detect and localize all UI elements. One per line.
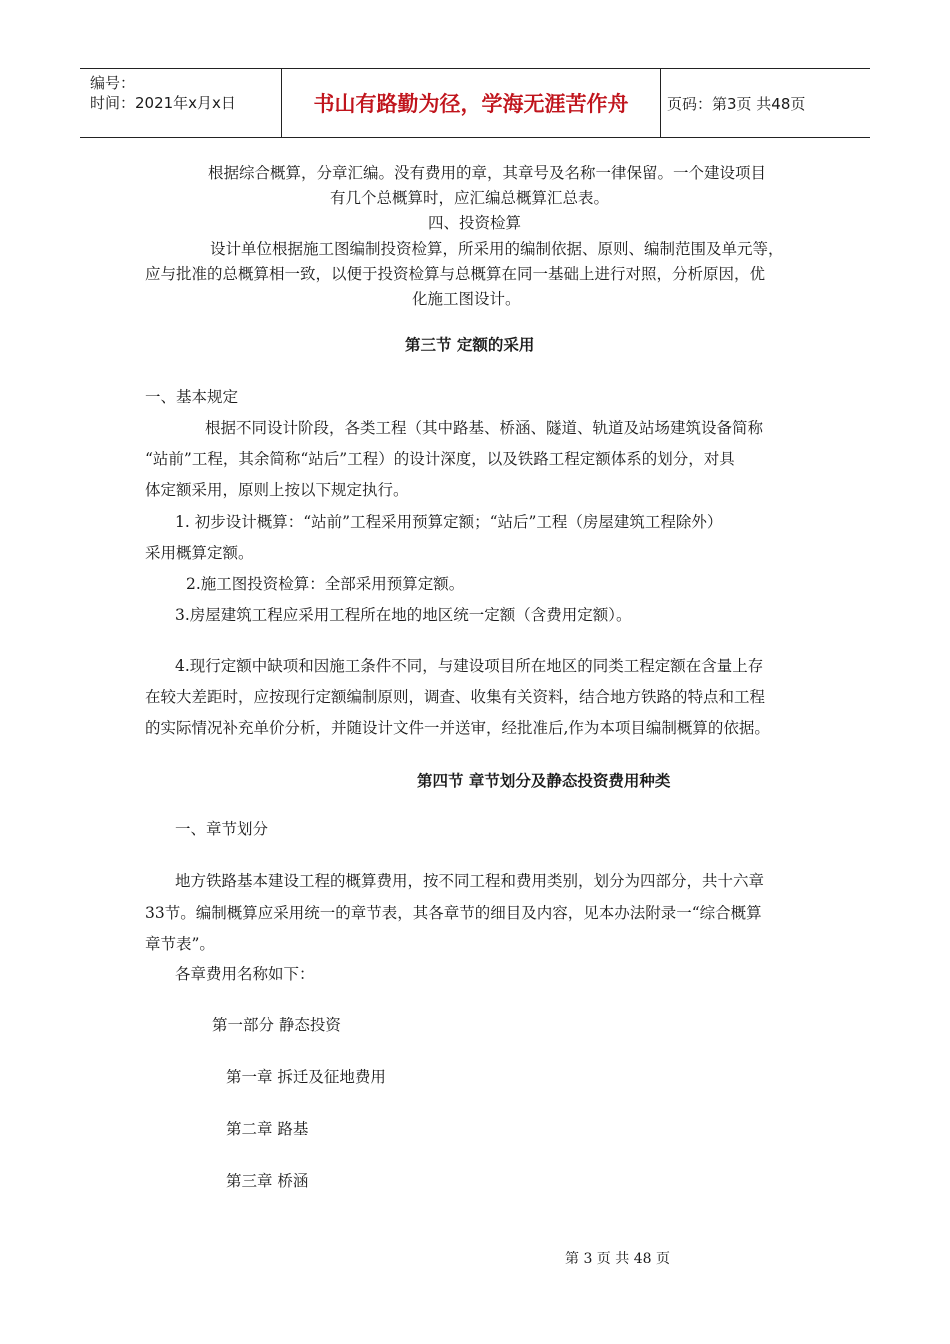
document-header <box>80 68 870 138</box>
paragraph-line: “站前”工程，其余简称“站后”工程）的设计深度，以及铁路工程定额体系的划分，对具 <box>145 450 735 468</box>
list-item: 的实际情况补充单价分析，并随设计文件一并送审，经批准后,作为本项目编制概算的依据。 <box>145 719 770 737</box>
paragraph-line: 各章费用名称如下： <box>175 965 315 983</box>
subsection-title: 一、章节划分 <box>175 820 269 838</box>
page-footer: 第 3 页 共 48 页 <box>565 1251 670 1267</box>
paragraph-line: 章节表”。 <box>145 935 215 953</box>
header-time-label: 时间：2021年x月x日 <box>90 94 236 112</box>
paragraph-line: 根据综合概算，分章汇编。没有费用的章，其章号及名称一律保留。一个建设项目 <box>208 164 767 182</box>
list-item: 4.现行定额中缺项和因施工条件不同，与建设项目所在地区的同类工程定额在含量上存 <box>175 657 764 675</box>
header-number-label: 编号： <box>90 74 136 92</box>
paragraph-line: 设计单位根据施工图编制投资检算，所采用的编制依据、原则、编制范围及单元等， <box>210 240 784 258</box>
paragraph-line: 有几个总概算时，应汇编总概算汇总表。 <box>330 189 610 207</box>
list-item: 1. 初步设计概算：“站前”工程采用预算定额；“站后”工程（房屋建筑工程除外） <box>175 513 723 531</box>
chapter-item: 第一章 拆迁及征地费用 <box>226 1068 386 1086</box>
paragraph-line: 根据不同设计阶段，各类工程（其中路基、桥涵、隧道、轨道及站场建筑设备简称 <box>205 419 764 437</box>
subsection-title: 一、基本规定 <box>145 388 239 406</box>
paragraph-line: 地方铁路基本建设工程的概算费用，按不同工程和费用类别，划分为四部分，共十六章 <box>175 872 765 890</box>
paragraph-line: 应与批准的总概算相一致，以便于投资检算与总概算在同一基础上进行对照，分析原因，优 <box>145 265 766 283</box>
chapter-item: 第三章 桥涵 <box>226 1172 309 1190</box>
header-meta <box>90 73 236 113</box>
chapter-item: 第二章 路基 <box>226 1120 309 1138</box>
list-item: 3.房屋建筑工程应采用工程所在地的地区统一定额（含费用定额）。 <box>175 606 632 624</box>
header-page-info: 页码：第3页 共48页 <box>667 95 806 113</box>
header-divider-right <box>660 69 661 137</box>
list-item: 2.施工图投资检算：全部采用预算定额。 <box>186 575 465 593</box>
paragraph-line: 化施工图设计。 <box>412 290 521 308</box>
paragraph-line: 33节。编制概算应采用统一的章节表，其各章节的细目及内容，见本办法附录一“综合概算 <box>145 904 762 922</box>
paragraph-line: 体定额采用，原则上按以下规定执行。 <box>145 481 409 499</box>
header-motto: 书山有路勤为径，学海无涯苦作舟 <box>313 92 629 116</box>
section-title: 第四节 章节划分及静态投资费用种类 <box>417 772 671 790</box>
list-item: 采用概算定额。 <box>145 544 254 562</box>
subsection-title: 四、投资检算 <box>428 214 522 232</box>
list-item: 在较大差距时，应按现行定额编制原则，调查、收集有关资料，结合地方铁路的特点和工程 <box>145 688 766 706</box>
part-title: 第一部分 静态投资 <box>212 1016 341 1034</box>
section-title: 第三节 定额的采用 <box>405 336 535 354</box>
